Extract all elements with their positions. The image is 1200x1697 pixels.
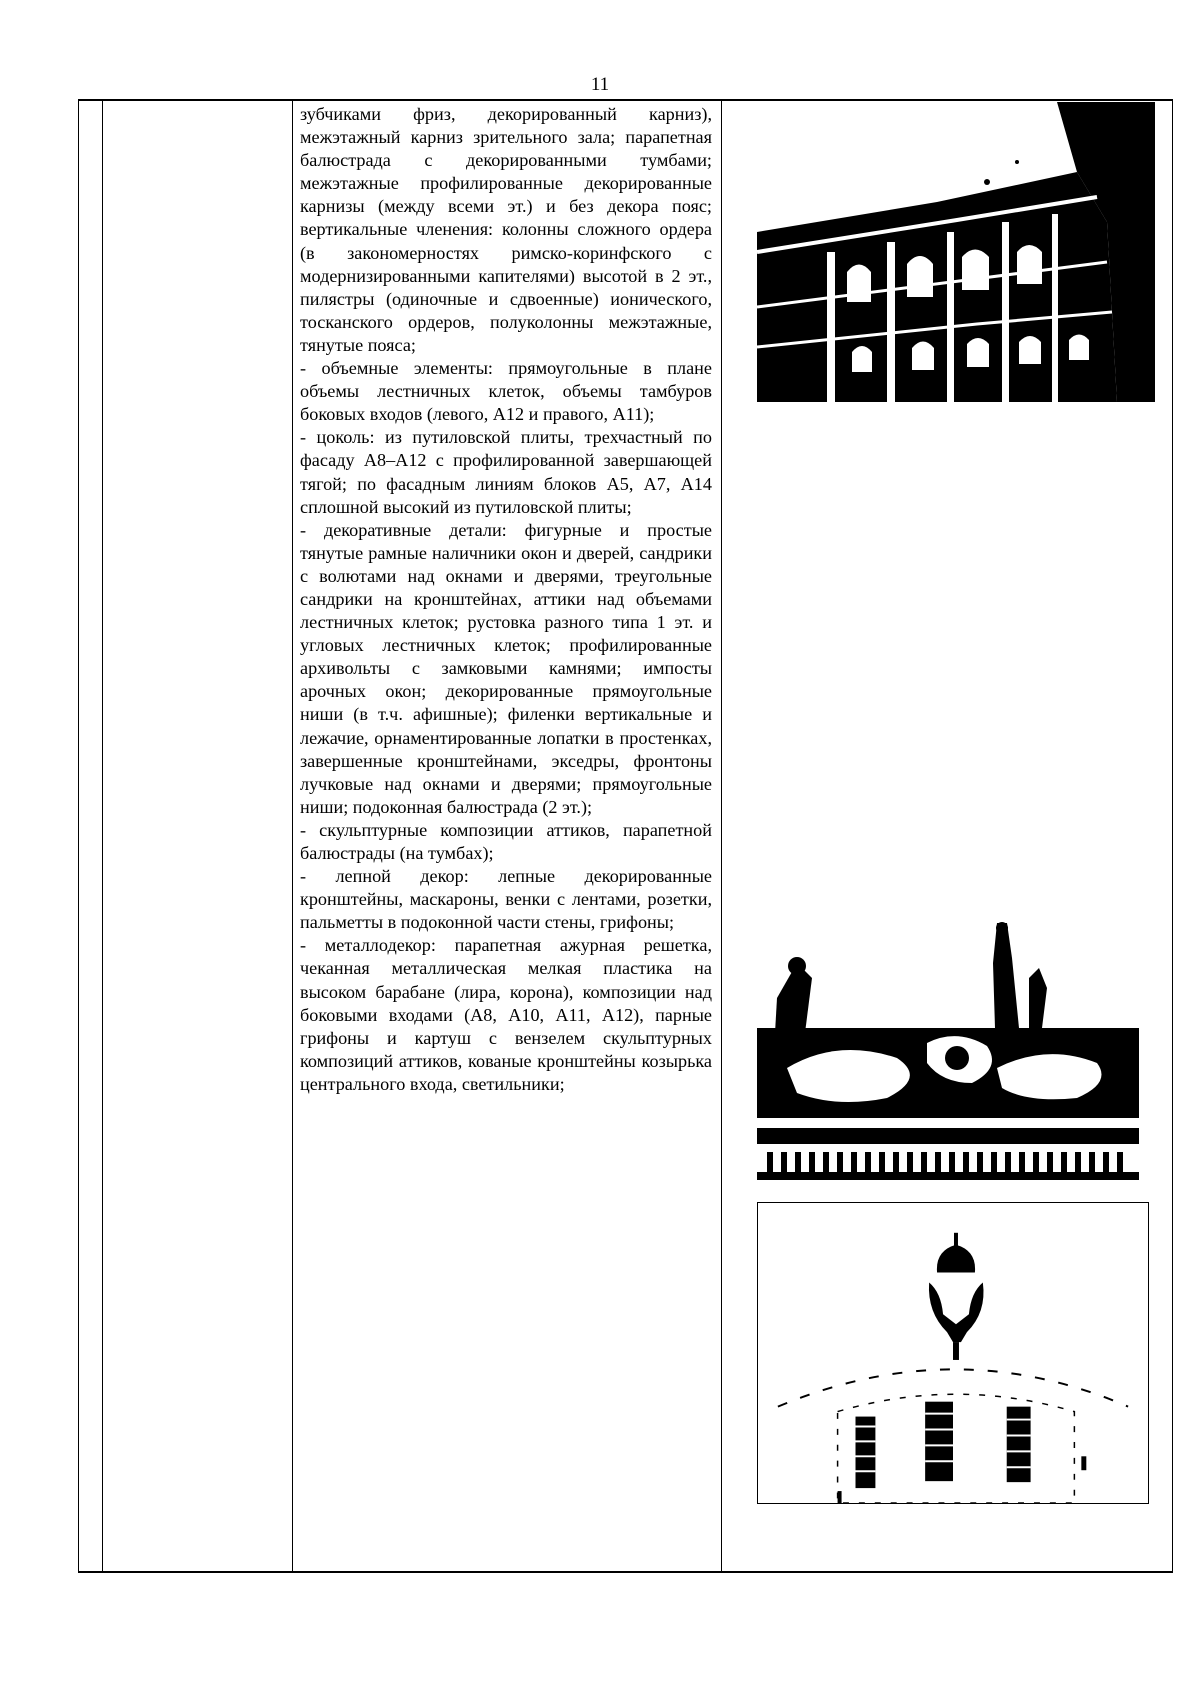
description-paragraph: - лепной декор: лепные декорированные кронштейны, маскароны, венки с лентами, розетки, пальметты в подоконной части стены, грифоны; (300, 866, 712, 933)
attic-sculpture-photo (757, 918, 1139, 1180)
drum-lyre-crown-photo (757, 1202, 1149, 1504)
column-divider-1 (102, 99, 103, 1573)
description-paragraph: - металлодекор: парапетная ажурная решетка, чеканная металлическая мелкая пластика на высоком барабане (лира, корона), композиции над боковыми входами (А8, А10, А11, А12), парные грифоны и картуш с вензелем скульптурных композиций аттиков, кованые кронштейны козырька центрального входа, светильники; (300, 935, 712, 1094)
description-paragraph: - цоколь: из путиловской плиты, трехчастный по фасаду А8–А12 с профилированной завершающей тягой; по фасадным линиям блоков А5, А7, А14 сплошной высокий из путиловской плиты; (300, 427, 712, 517)
column-divider-2 (292, 99, 293, 1573)
description-paragraph: зубчиками фриз, декорированный карниз), межэтажный карниз зрительного зала; парапетная балюстрада с декорированными тумбами; межэтажные профилированные декорированные карнизы (между всеми эт.) и без декора пояс; вертикальные членения: колонны сложного ордера (в закономерностях римско-коринфского с модернизированными капителями) высотой в 2 эт., пилястры (одиночные и сдвоенные) ионического, тосканского ордеров, полуколонны межэтажные, тянутые пояса; (300, 104, 712, 355)
description-paragraph: - декоративные детали: фигурные и простые тянутые рамные наличники окон и дверей, сандрики с волютами над окнами и дверями, треугольные сандрики на кронштейнах, аттики над объемами лестничных клеток; рустовка разного типа 1 эт. и угловых лестничных клеток; профилированные архивольты с замковыми камнями; импосты арочных окон; декорированные прямоугольные ниши (в т.ч. афишные); филенки вертикальные и лежачие, орнаментированные лопатки в простенках, завершенные кронштейнами, экседры, фронтоны лучковые над окнами и дверями; прямоугольные ниши; подоконная балюстрада (2 эт.); (300, 519, 712, 817)
description-cell (300, 103, 712, 1096)
description-paragraph: - объемные элементы: прямоугольные в плане объемы лестничных клеток, объемы тамбуров боковых входов (левого, А12 и правого, А11); (300, 358, 712, 425)
facade-columns-photo (757, 102, 1155, 402)
column-divider-3 (721, 99, 722, 1573)
description-paragraph: - скульптурные композиции аттиков, парапетной балюстрады (на тумбах); (300, 819, 712, 863)
page-number: 11 (590, 74, 610, 95)
